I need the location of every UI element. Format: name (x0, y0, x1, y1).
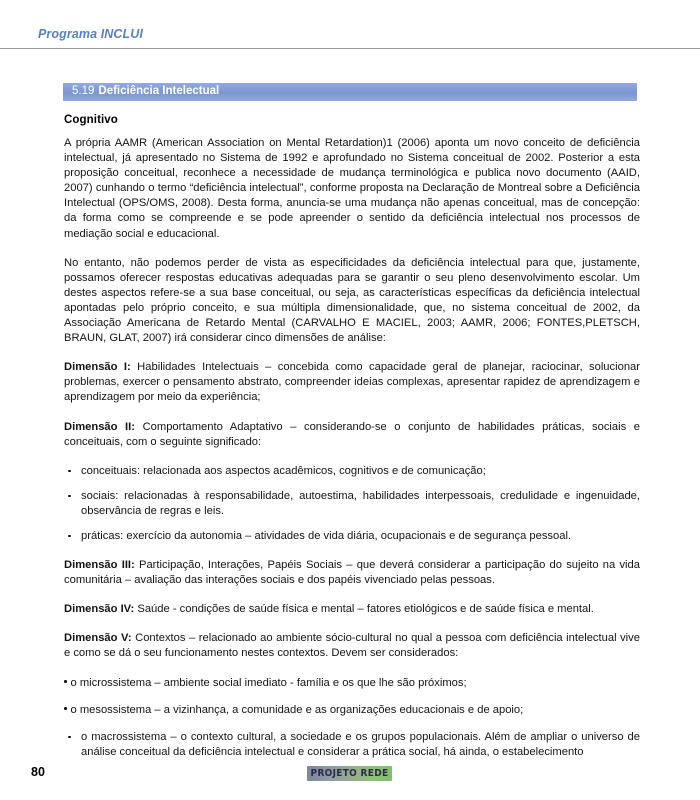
paragraph-specificities: No entanto, não podemos perder de vista as especificidades da deficiência intelectual para que, justamente, possamos oferecer respostas educativas adequadas para se garantir o seu pleno desenvolvimento escolar. Um destes aspectos refere-se a sua base conceitual, ou seja, as características específicas da deficiência intelectual apontadas pelo próprio conceito, e sua múltipla dimensionalidade, que, no sistema conceitual de 2002, da Associação Americana de Retardo Mental (CARVALHO E MACIEL, 2003; AAMR, 2006; FONTES,PLETSCH, BRAUN, GLAT, 2007) irá considerar cinco dimensões de análise: (64, 256, 640, 345)
page-number: 80 (31, 765, 45, 779)
bullet-dot-icon (68, 535, 71, 538)
dimension-1-label: Dimensão I: (64, 361, 131, 374)
dimension-2-label: Dimensão II: (64, 420, 135, 433)
list-item-mesossistema (64, 703, 640, 718)
bullet-dot-icon (64, 680, 67, 683)
paragraph-dimension-4 (64, 602, 640, 617)
list-item-text: o mesossistema – a vizinhança, a comunidade e as organizações educacionais e de apoio; (70, 703, 524, 716)
dimension-3-label: Dimensão III: (64, 559, 135, 572)
dimension-5-text: Contextos – relacionado ao ambiente sócio-cultural no qual a pessoa com deficiência intelectual vive e como se dá o seu funcionamento nestes contextos. Devem ser considerados: (64, 632, 640, 660)
list-item-text: sociais: relacionadas à responsabilidade, autoestima, habilidades interpessoais, credulidade e ingenuidade, observância de regras e leis. (81, 489, 640, 517)
dimension-5-label: Dimensão V: (64, 632, 132, 645)
dimension-1-text: Habilidades Intelectuais – concebida como capacidade geral de planejar, raciocinar, solucionar problemas, exercer o pensamento abstrato, compreender ideias complexas, apresentar rapidez de aprendizagem e aprendizagem por meio da experiência; (64, 361, 640, 404)
dimension-3-text: Participação, Interações, Papéis Sociais – que deverá considerar a participação do sujeito na vida comunitária – avaliação das interações sociais e dos papéis vivenciado pelas pessoas. (64, 559, 640, 587)
section-title: Deficiência Intelectual (98, 85, 220, 98)
list-item-text: conceituais: relacionada aos aspectos acadêmicos, cognitivos e de comunicação; (81, 464, 486, 477)
dimension-4-text: Saúde - condições de saúde física e mental – fatores etiológicos e de saúde física e mental. (134, 603, 594, 616)
header-divider (0, 48, 700, 49)
subheading-cognitivo: Cognitivo (64, 114, 118, 126)
list-item-text: o microssistema – ambiente social imediato - família e os que lhe são próximos; (70, 676, 467, 689)
dimension-2-text: Comportamento Adaptativo – considerando-se o conjunto de habilidades práticas, sociais e conceituais, com o seguinte significado: (64, 420, 640, 448)
paragraph-aamr-concept: A própria AAMR (American Association on Mental Retardation)1 (2006) aponta um novo conceito de deficiência intelectual, já apresentado no Sistema de 1992 e aprofundado no Sistema conceitual de 2002. Posterior a esta proposição conceitual, reconhece a necessidade de mudança terminológica e publica novo documento (AAID, 2007) cunhando o termo “deficiência intelectual”, conforme proposta na Declaração de Montreal sobre a Deficiência Intelectual (OPS/OMS, 2008). Desta forma, anuncia-se uma mudança não apenas conceitual, mas de concepção: da forma como se compreende e se pode apreender o sentido da deficiência intelectual nos processos de mediação social e educacional. (64, 137, 640, 240)
list-item-text: o macrossistema – o contexto cultural, a sociedade e os grupos populacionais. Além de ampliar o universo de análise conceitual da deficiência intelectual e considerar a prática social, há ainda, o estabelecimento (81, 730, 640, 758)
paragraph-dimension-3 (64, 558, 640, 588)
list-item (64, 529, 640, 544)
dimension-4-label: Dimensão IV: (64, 603, 135, 616)
paragraph-dimension-1 (64, 360, 640, 405)
section-header-band (63, 83, 637, 101)
body-column (64, 114, 640, 774)
bullet-dot-icon (64, 707, 67, 710)
running-head: Programa INCLUI (38, 27, 143, 41)
projeto-rede-logo (307, 766, 392, 781)
paragraph-dimension-2 (64, 420, 640, 450)
dimension-2-bullet-list (64, 464, 640, 544)
logo-text: PROJETO REDE (310, 768, 389, 779)
bullet-dot-icon (68, 470, 71, 473)
list-item-text: práticas: exercício da autonomia – atividades de vida diária, ocupacionais e de segurança pessoal. (81, 529, 572, 542)
list-item-microssistema (64, 676, 640, 691)
list-item (64, 464, 640, 479)
bullet-dot-icon (68, 495, 71, 498)
list-item (64, 489, 640, 519)
macrossistema-bullet-list (64, 730, 640, 760)
paragraph-dimension-5 (64, 631, 640, 661)
bullet-dot-icon (68, 736, 71, 739)
list-item (64, 730, 640, 760)
section-number: 5.19 (72, 85, 95, 98)
